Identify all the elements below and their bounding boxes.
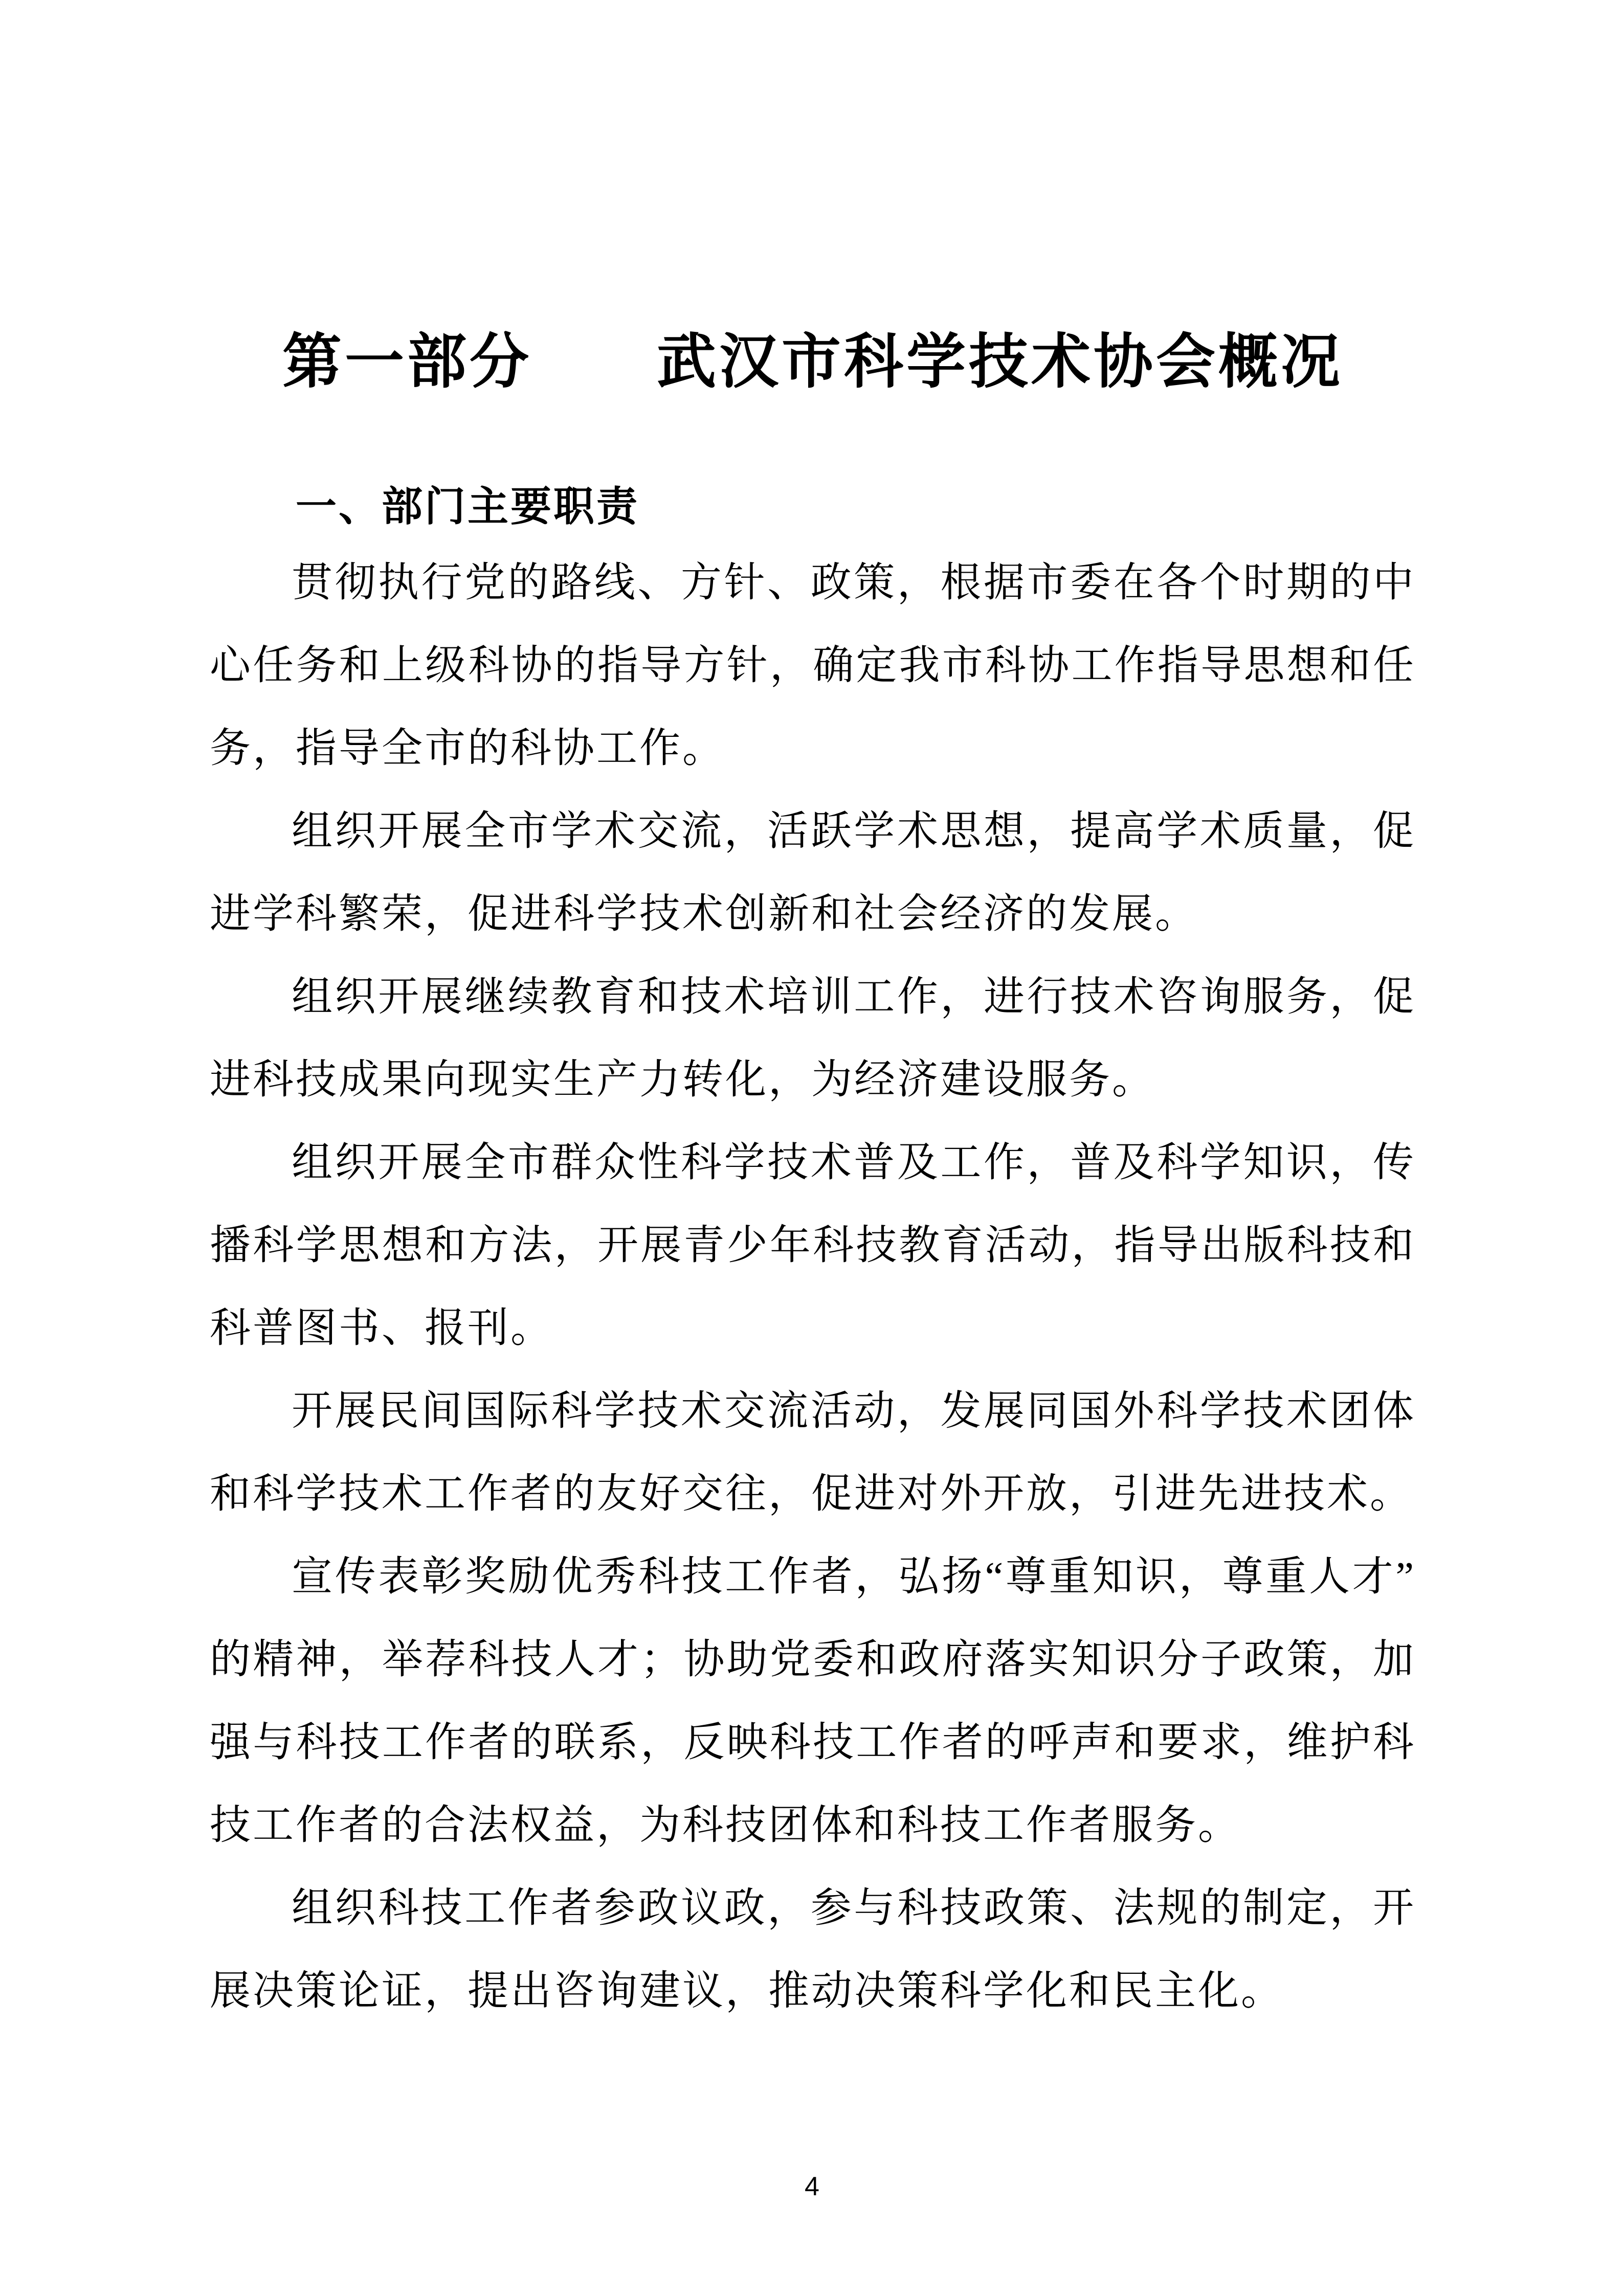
page-content — [210, 0, 1416, 2033]
page-title: 第一部分 武汉市科学技术协会概况 — [282, 328, 1343, 395]
paragraph: 组织科技工作者参政议政，参与科技政策、法规的制定，开展决策论证，提出咨询建议，推动决策科学化和民主化。 — [210, 1886, 1416, 2014]
paragraph: 组织开展继续教育和技术培训工作，进行技术咨询服务，促进科技成果向现实生产力转化，为经济建设服务。 — [210, 975, 1416, 1102]
paragraphs — [210, 542, 1416, 2033]
paragraph: 宣传表彰奖励优秀科技工作者，弘扬“尊重知识，尊重人才”的精神，举荐科技人才；协助党委和政府落实知识分子政策，加强与科技工作者的联系，反映科技工作者的呼声和要求，维护科技工作者的合法权益，为科技团体和科技工作者服务。 — [210, 1555, 1416, 1848]
paragraph: 贯彻执行党的路线、方针、政策，根据市委在各个时期的中心任务和上级科协的指导方针，确定我市科协工作指导思想和任务，指导全市的科协工作。 — [210, 560, 1416, 771]
section-heading: 一、部门主要职责 — [296, 484, 639, 529]
paragraph: 组织开展全市群众性科学技术普及工作，普及科学知识，传播科学思想和方法，开展青少年科技教育活动，指导出版科技和科普图书、报刊。 — [210, 1140, 1416, 1351]
page-number: 4 — [805, 2172, 819, 2201]
paragraph: 开展民间国际科学技术交流活动，发展同国外科学技术团体和科学技术工作者的友好交往，促进对外开放，引进先进技术。 — [210, 1389, 1416, 1517]
paragraph: 组织开展全市学术交流，活跃学术思想，提高学术质量，促进学科繁荣，促进科学技术创新和社会经济的发展。 — [210, 809, 1416, 937]
